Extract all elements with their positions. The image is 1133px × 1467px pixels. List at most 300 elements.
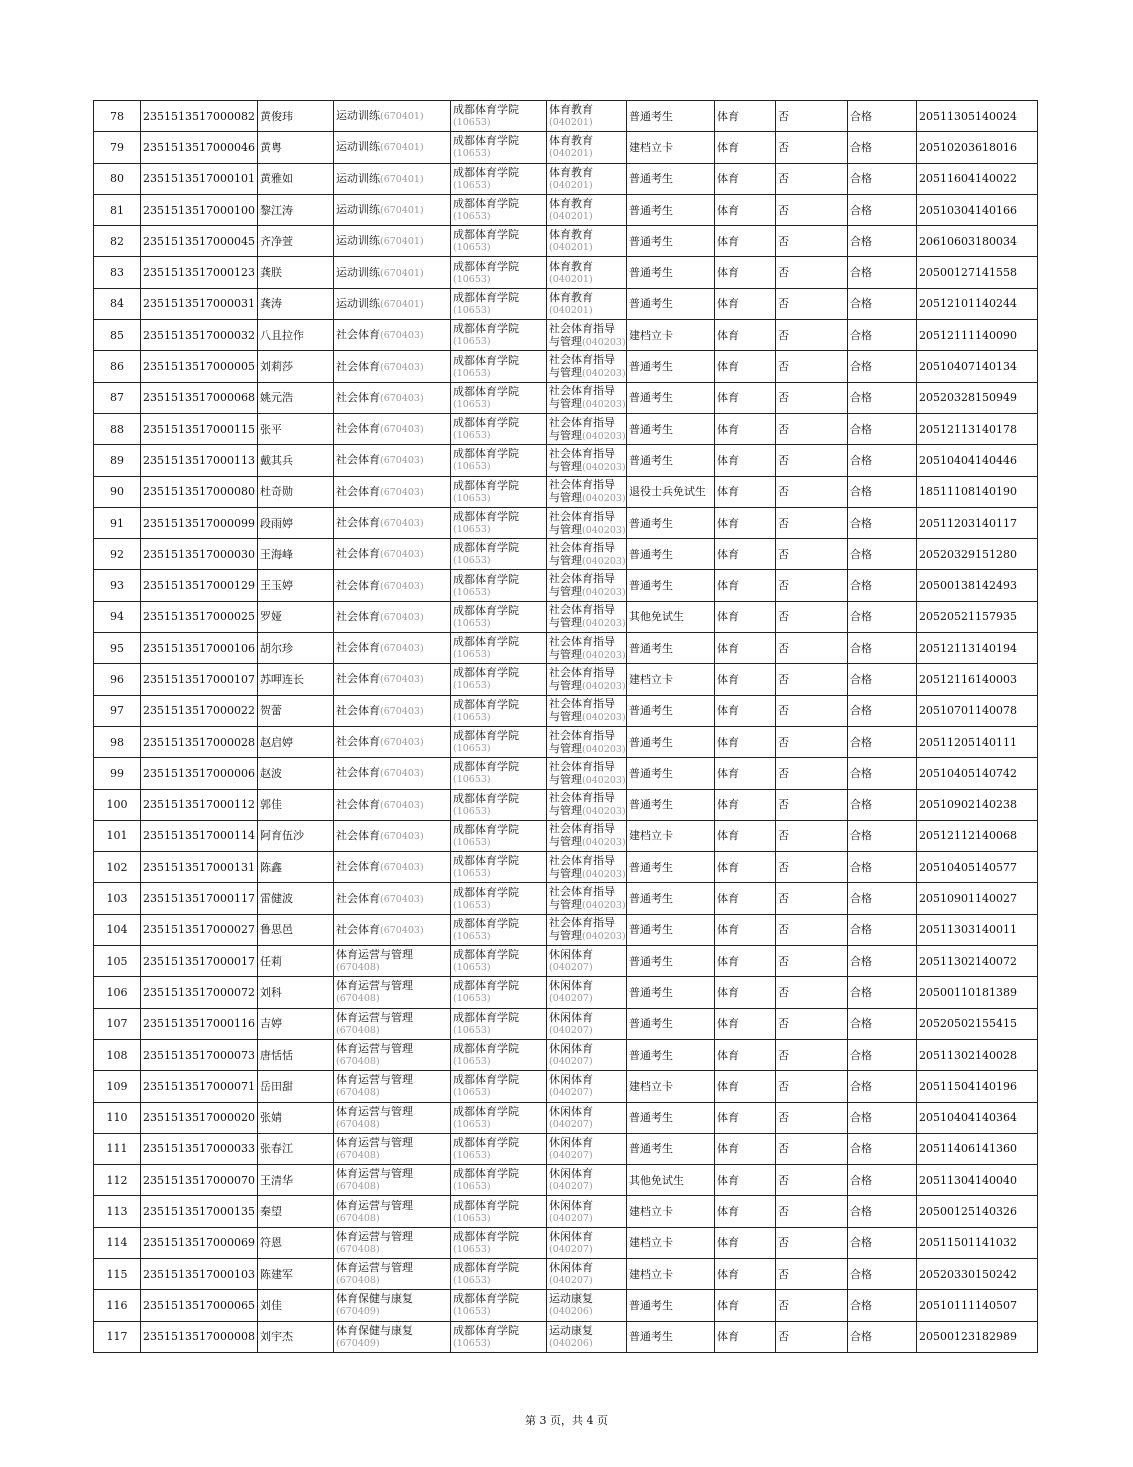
flag: 否 [776, 664, 848, 695]
school-cell: 成都体育学院 (10653) [451, 382, 547, 413]
result: 合格 [848, 1258, 917, 1289]
target-major-cell: 休闲体育 (040207) [547, 1133, 627, 1164]
candidate-type: 普通考生 [627, 101, 715, 132]
row-index: 112 [94, 1165, 141, 1196]
major-cell: 体育运营与管理 (670408) [334, 1165, 451, 1196]
school-cell: 成都体育学院 (10653) [451, 476, 547, 507]
category: 体育 [715, 132, 776, 163]
candidate-type: 普通考生 [627, 726, 715, 757]
major-cell: 社会体育(670403) [334, 852, 451, 883]
target-major-cell: 社会体育指导 与管理(040203) [547, 507, 627, 538]
candidate-type: 普通考生 [627, 695, 715, 726]
candidate-name: 贺蕾 [258, 695, 334, 726]
result: 合格 [848, 570, 917, 601]
school-cell: 成都体育学院 (10653) [451, 1196, 547, 1227]
target-major-cell: 社会体育指导 与管理(040203) [547, 820, 627, 851]
row-index: 79 [94, 132, 141, 163]
row-index: 106 [94, 977, 141, 1008]
candidate-name: 鲁思邑 [258, 914, 334, 945]
target-major-cell: 社会体育指导 与管理(040203) [547, 539, 627, 570]
candidate-id: 2351513517000005 [141, 351, 258, 382]
candidate-id: 2351513517000103 [141, 1258, 258, 1289]
exam-number: 20500127141558 [917, 257, 1038, 288]
candidate-name: 苏呷连长 [258, 664, 334, 695]
result: 合格 [848, 883, 917, 914]
result: 合格 [848, 320, 917, 351]
school-cell: 成都体育学院 (10653) [451, 633, 547, 664]
row-index: 101 [94, 820, 141, 851]
school-cell: 成都体育学院 (10653) [451, 1321, 547, 1352]
school-cell: 成都体育学院 (10653) [451, 226, 547, 257]
table-row [94, 445, 1038, 476]
flag: 否 [776, 726, 848, 757]
result: 合格 [848, 946, 917, 977]
candidate-type: 普通考生 [627, 1133, 715, 1164]
table-row [94, 695, 1038, 726]
category: 体育 [715, 476, 776, 507]
candidate-name: 罗娅 [258, 601, 334, 632]
target-major-cell: 体育教育 (040201) [547, 163, 627, 194]
candidate-id: 2351513517000070 [141, 1165, 258, 1196]
target-major-cell: 社会体育指导 与管理(040203) [547, 351, 627, 382]
exam-number: 20510111140507 [917, 1290, 1038, 1321]
candidate-type: 普通考生 [627, 539, 715, 570]
exam-number: 20511203140117 [917, 507, 1038, 538]
school-cell: 成都体育学院 (10653) [451, 1290, 547, 1321]
row-index: 100 [94, 789, 141, 820]
category: 体育 [715, 789, 776, 820]
candidate-id: 2351513517000131 [141, 852, 258, 883]
category: 体育 [715, 977, 776, 1008]
flag: 否 [776, 132, 848, 163]
table-row [94, 726, 1038, 757]
result: 合格 [848, 789, 917, 820]
candidate-id: 2351513517000020 [141, 1102, 258, 1133]
target-major-cell: 社会体育指导 与管理(040203) [547, 570, 627, 601]
candidate-name: 王玉婷 [258, 570, 334, 601]
flag: 否 [776, 820, 848, 851]
exam-number: 20511504140196 [917, 1071, 1038, 1102]
major-cell: 社会体育(670403) [334, 914, 451, 945]
school-cell: 成都体育学院 (10653) [451, 194, 547, 225]
candidate-type: 建档立卡 [627, 1071, 715, 1102]
table-row [94, 1102, 1038, 1133]
category: 体育 [715, 507, 776, 538]
exam-number: 20520521157935 [917, 601, 1038, 632]
candidate-name: 张平 [258, 413, 334, 444]
target-major-cell: 体育教育 (040201) [547, 132, 627, 163]
flag: 否 [776, 758, 848, 789]
result: 合格 [848, 664, 917, 695]
candidate-name: 雷健波 [258, 883, 334, 914]
target-major-cell: 休闲体育 (040207) [547, 1071, 627, 1102]
target-major-cell: 社会体育指导 与管理(040203) [547, 476, 627, 507]
candidate-name: 黄粤 [258, 132, 334, 163]
target-major-cell: 休闲体育 (040207) [547, 946, 627, 977]
row-index: 115 [94, 1258, 141, 1289]
major-cell: 社会体育(670403) [334, 883, 451, 914]
row-index: 114 [94, 1227, 141, 1258]
flag: 否 [776, 695, 848, 726]
category: 体育 [715, 1165, 776, 1196]
candidate-type: 其他免试生 [627, 601, 715, 632]
candidate-name: 龚涛 [258, 288, 334, 319]
target-major-cell: 体育教育 (040201) [547, 226, 627, 257]
row-index: 98 [94, 726, 141, 757]
exam-number: 20512113140194 [917, 633, 1038, 664]
table-row [94, 320, 1038, 351]
exam-number: 20510304140166 [917, 194, 1038, 225]
major-cell: 体育保健与康复 (670409) [334, 1321, 451, 1352]
exam-number: 20500123182989 [917, 1321, 1038, 1352]
category: 体育 [715, 695, 776, 726]
school-cell: 成都体育学院 (10653) [451, 257, 547, 288]
category: 体育 [715, 883, 776, 914]
candidate-name: 张春江 [258, 1133, 334, 1164]
table-row [94, 288, 1038, 319]
admission-table [93, 100, 1038, 1353]
flag: 否 [776, 163, 848, 194]
target-major-cell: 社会体育指导 与管理(040203) [547, 601, 627, 632]
candidate-type: 普通考生 [627, 1102, 715, 1133]
candidate-name: 刘科 [258, 977, 334, 1008]
major-cell: 社会体育(670403) [334, 601, 451, 632]
exam-number: 20511501141032 [917, 1227, 1038, 1258]
category: 体育 [715, 633, 776, 664]
result: 合格 [848, 507, 917, 538]
major-cell: 社会体育(670403) [334, 382, 451, 413]
candidate-id: 2351513517000072 [141, 977, 258, 1008]
row-index: 97 [94, 695, 141, 726]
row-index: 87 [94, 382, 141, 413]
flag: 否 [776, 570, 848, 601]
category: 体育 [715, 914, 776, 945]
major-cell: 体育运营与管理 (670408) [334, 1071, 451, 1102]
result: 合格 [848, 1290, 917, 1321]
candidate-type: 普通考生 [627, 852, 715, 883]
major-cell: 社会体育(670403) [334, 476, 451, 507]
table-row [94, 852, 1038, 883]
candidate-id: 2351513517000027 [141, 914, 258, 945]
school-cell: 成都体育学院 (10653) [451, 946, 547, 977]
candidate-type: 普通考生 [627, 758, 715, 789]
school-cell: 成都体育学院 (10653) [451, 507, 547, 538]
exam-number: 20510407140134 [917, 351, 1038, 382]
category: 体育 [715, 101, 776, 132]
target-major-cell: 体育教育 (040201) [547, 257, 627, 288]
target-major-cell: 体育教育 (040201) [547, 288, 627, 319]
candidate-type: 普通考生 [627, 1039, 715, 1070]
school-cell: 成都体育学院 (10653) [451, 288, 547, 319]
flag: 否 [776, 507, 848, 538]
major-cell: 社会体育(670403) [334, 726, 451, 757]
candidate-id: 2351513517000028 [141, 726, 258, 757]
result: 合格 [848, 351, 917, 382]
row-index: 104 [94, 914, 141, 945]
candidate-name: 刘佳 [258, 1290, 334, 1321]
category: 体育 [715, 1039, 776, 1070]
candidate-type: 建档立卡 [627, 1196, 715, 1227]
table-row [94, 1321, 1038, 1352]
table-row [94, 351, 1038, 382]
candidate-id: 2351513517000008 [141, 1321, 258, 1352]
result: 合格 [848, 226, 917, 257]
table-row [94, 664, 1038, 695]
candidate-name: 王清华 [258, 1165, 334, 1196]
target-major-cell: 社会体育指导 与管理(040203) [547, 320, 627, 351]
candidate-type: 普通考生 [627, 570, 715, 601]
candidate-id: 2351513517000112 [141, 789, 258, 820]
candidate-name: 刘宇杰 [258, 1321, 334, 1352]
school-cell: 成都体育学院 (10653) [451, 539, 547, 570]
row-index: 85 [94, 320, 141, 351]
target-major-cell: 体育教育 (040201) [547, 101, 627, 132]
flag: 否 [776, 633, 848, 664]
candidate-id: 2351513517000006 [141, 758, 258, 789]
target-major-cell: 体育教育 (040201) [547, 194, 627, 225]
category: 体育 [715, 1102, 776, 1133]
exam-number: 20512113140178 [917, 413, 1038, 444]
exam-number: 20520502155415 [917, 1008, 1038, 1039]
table-row [94, 132, 1038, 163]
flag: 否 [776, 914, 848, 945]
result: 合格 [848, 1008, 917, 1039]
candidate-type: 普通考生 [627, 163, 715, 194]
major-cell: 体育运营与管理 (670408) [334, 946, 451, 977]
candidate-type: 普通考生 [627, 1008, 715, 1039]
exam-number: 20510405140742 [917, 758, 1038, 789]
school-cell: 成都体育学院 (10653) [451, 1039, 547, 1070]
school-cell: 成都体育学院 (10653) [451, 1258, 547, 1289]
candidate-type: 普通考生 [627, 382, 715, 413]
candidate-name: 龚朕 [258, 257, 334, 288]
row-index: 103 [94, 883, 141, 914]
candidate-id: 2351513517000116 [141, 1008, 258, 1039]
candidate-name: 秦望 [258, 1196, 334, 1227]
candidate-name: 刘莉莎 [258, 351, 334, 382]
flag: 否 [776, 257, 848, 288]
exam-number: 20510404140364 [917, 1102, 1038, 1133]
candidate-name: 杜奇勋 [258, 476, 334, 507]
flag: 否 [776, 601, 848, 632]
table-row [94, 946, 1038, 977]
candidate-type: 建档立卡 [627, 320, 715, 351]
major-cell: 运动训练(670401) [334, 101, 451, 132]
target-major-cell: 休闲体育 (040207) [547, 1102, 627, 1133]
candidate-type: 普通考生 [627, 977, 715, 1008]
category: 体育 [715, 946, 776, 977]
table-row [94, 1071, 1038, 1102]
table-body [94, 101, 1038, 1353]
target-major-cell: 社会体育指导 与管理(040203) [547, 852, 627, 883]
exam-number: 20512111140090 [917, 320, 1038, 351]
category: 体育 [715, 413, 776, 444]
result: 合格 [848, 852, 917, 883]
row-index: 91 [94, 507, 141, 538]
candidate-name: 吉婷 [258, 1008, 334, 1039]
school-cell: 成都体育学院 (10653) [451, 726, 547, 757]
target-major-cell: 社会体育指导 与管理(040203) [547, 789, 627, 820]
table-row [94, 1227, 1038, 1258]
school-cell: 成都体育学院 (10653) [451, 601, 547, 632]
category: 体育 [715, 601, 776, 632]
target-major-cell: 社会体育指导 与管理(040203) [547, 633, 627, 664]
flag: 否 [776, 1290, 848, 1321]
candidate-type: 普通考生 [627, 946, 715, 977]
target-major-cell: 社会体育指导 与管理(040203) [547, 758, 627, 789]
major-cell: 社会体育(670403) [334, 695, 451, 726]
table-row [94, 820, 1038, 851]
candidate-id: 2351513517000065 [141, 1290, 258, 1321]
result: 合格 [848, 695, 917, 726]
exam-number: 20511604140022 [917, 163, 1038, 194]
target-major-cell: 社会体育指导 与管理(040203) [547, 914, 627, 945]
candidate-type: 普通考生 [627, 883, 715, 914]
table-row [94, 163, 1038, 194]
category: 体育 [715, 570, 776, 601]
row-index: 81 [94, 194, 141, 225]
major-cell: 社会体育(670403) [334, 320, 451, 351]
candidate-name: 郭佳 [258, 789, 334, 820]
exam-number: 20511302140072 [917, 946, 1038, 977]
candidate-id: 2351513517000031 [141, 288, 258, 319]
category: 体育 [715, 226, 776, 257]
candidate-id: 2351513517000069 [141, 1227, 258, 1258]
table-row [94, 1165, 1038, 1196]
candidate-type: 建档立卡 [627, 1227, 715, 1258]
row-index: 102 [94, 852, 141, 883]
candidate-type: 建档立卡 [627, 820, 715, 851]
result: 合格 [848, 601, 917, 632]
table-row [94, 977, 1038, 1008]
category: 体育 [715, 852, 776, 883]
page-footer: 第 3 页，共 4 页 [525, 1414, 608, 1427]
candidate-id: 2351513517000080 [141, 476, 258, 507]
candidate-name: 黎江涛 [258, 194, 334, 225]
flag: 否 [776, 1196, 848, 1227]
target-major-cell: 休闲体育 (040207) [547, 1196, 627, 1227]
table-row [94, 382, 1038, 413]
row-index: 80 [94, 163, 141, 194]
target-major-cell: 运动康复 (040206) [547, 1290, 627, 1321]
result: 合格 [848, 101, 917, 132]
table-row [94, 883, 1038, 914]
target-major-cell: 休闲体育 (040207) [547, 1227, 627, 1258]
candidate-id: 2351513517000046 [141, 132, 258, 163]
school-cell: 成都体育学院 (10653) [451, 570, 547, 601]
major-cell: 体育运营与管理 (670408) [334, 1227, 451, 1258]
candidate-name: 齐净萱 [258, 226, 334, 257]
flag: 否 [776, 445, 848, 476]
flag: 否 [776, 539, 848, 570]
result: 合格 [848, 257, 917, 288]
category: 体育 [715, 163, 776, 194]
candidate-name: 戴其兵 [258, 445, 334, 476]
exam-number: 20510405140577 [917, 852, 1038, 883]
major-cell: 运动训练(670401) [334, 288, 451, 319]
category: 体育 [715, 664, 776, 695]
row-index: 93 [94, 570, 141, 601]
exam-number: 20511303140011 [917, 914, 1038, 945]
table-row [94, 194, 1038, 225]
row-index: 78 [94, 101, 141, 132]
table-row [94, 1196, 1038, 1227]
major-cell: 体育运营与管理 (670408) [334, 1258, 451, 1289]
result: 合格 [848, 633, 917, 664]
candidate-name: 八且拉作 [258, 320, 334, 351]
candidate-id: 2351513517000030 [141, 539, 258, 570]
flag: 否 [776, 1039, 848, 1070]
flag: 否 [776, 288, 848, 319]
flag: 否 [776, 1008, 848, 1039]
row-index: 113 [94, 1196, 141, 1227]
candidate-id: 2351513517000099 [141, 507, 258, 538]
exam-number: 20511304140040 [917, 1165, 1038, 1196]
major-cell: 社会体育(670403) [334, 445, 451, 476]
category: 体育 [715, 726, 776, 757]
candidate-id: 2351513517000071 [141, 1071, 258, 1102]
table-row [94, 257, 1038, 288]
candidate-id: 2351513517000129 [141, 570, 258, 601]
flag: 否 [776, 789, 848, 820]
flag: 否 [776, 320, 848, 351]
flag: 否 [776, 1258, 848, 1289]
candidate-type: 普通考生 [627, 914, 715, 945]
major-cell: 体育运营与管理 (670408) [334, 1196, 451, 1227]
candidate-name: 段雨婷 [258, 507, 334, 538]
result: 合格 [848, 1133, 917, 1164]
table-row [94, 1258, 1038, 1289]
table-row [94, 1039, 1038, 1070]
result: 合格 [848, 820, 917, 851]
major-cell: 运动训练(670401) [334, 194, 451, 225]
major-cell: 体育运营与管理 (670408) [334, 1102, 451, 1133]
row-index: 111 [94, 1133, 141, 1164]
exam-number: 20511205140111 [917, 726, 1038, 757]
target-major-cell: 运动康复 (040206) [547, 1321, 627, 1352]
candidate-name: 黄雅如 [258, 163, 334, 194]
target-major-cell: 社会体育指导 与管理(040203) [547, 883, 627, 914]
exam-number: 20610603180034 [917, 226, 1038, 257]
target-major-cell: 休闲体育 (040207) [547, 1039, 627, 1070]
category: 体育 [715, 351, 776, 382]
school-cell: 成都体育学院 (10653) [451, 758, 547, 789]
candidate-id: 2351513517000025 [141, 601, 258, 632]
target-major-cell: 社会体育指导 与管理(040203) [547, 664, 627, 695]
candidate-id: 2351513517000106 [141, 633, 258, 664]
candidate-id: 2351513517000032 [141, 320, 258, 351]
table-row [94, 507, 1038, 538]
candidate-id: 2351513517000101 [141, 163, 258, 194]
candidate-id: 2351513517000082 [141, 101, 258, 132]
result: 合格 [848, 1071, 917, 1102]
category: 体育 [715, 1290, 776, 1321]
category: 体育 [715, 1258, 776, 1289]
table-row [94, 570, 1038, 601]
flag: 否 [776, 1165, 848, 1196]
result: 合格 [848, 1165, 917, 1196]
flag: 否 [776, 1321, 848, 1352]
candidate-type: 普通考生 [627, 1290, 715, 1321]
category: 体育 [715, 1133, 776, 1164]
candidate-type: 普通考生 [627, 789, 715, 820]
candidate-id: 2351513517000068 [141, 382, 258, 413]
candidate-id: 2351513517000107 [141, 664, 258, 695]
result: 合格 [848, 413, 917, 444]
school-cell: 成都体育学院 (10653) [451, 664, 547, 695]
row-index: 84 [94, 288, 141, 319]
school-cell: 成都体育学院 (10653) [451, 914, 547, 945]
